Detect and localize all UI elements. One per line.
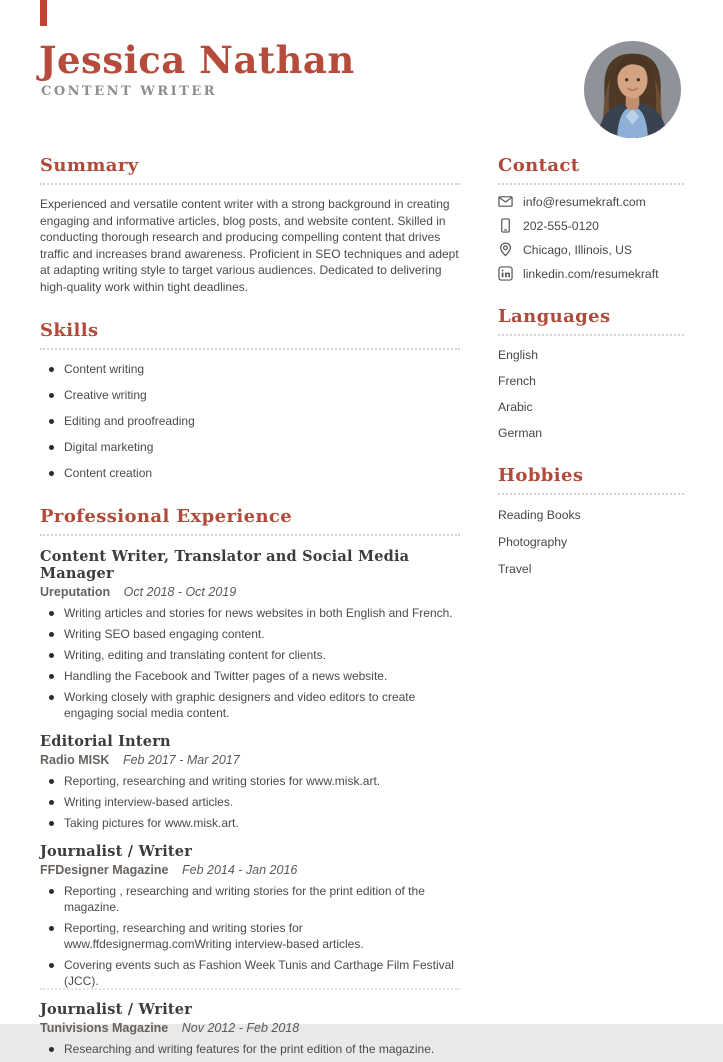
languages-list (498, 348, 684, 440)
job-bullet: Taking pictures for www.misk.art. (40, 815, 460, 831)
language-item: English (498, 348, 538, 362)
experience-section (40, 506, 460, 1057)
hobbies-section (498, 465, 684, 576)
contact-location-text: Chicago, Illinois, US (523, 243, 633, 257)
linkedin-icon (498, 266, 513, 281)
job-meta (40, 863, 460, 877)
job-bullet: Writing interview-based articles. (40, 794, 460, 810)
job-bullet: Working closely with graphic designers and video editors to create engaging social media content. (40, 689, 460, 721)
hobby-item: Photography (498, 535, 568, 549)
hobbies-heading: Hobbies (498, 465, 684, 495)
job-meta (40, 753, 460, 767)
right-column (498, 155, 684, 576)
left-column (40, 155, 460, 1062)
contact-linkedin-text: linkedin.com/resumekraft (523, 267, 659, 281)
job-bullet: Handling the Facebook and Twitter pages of a news website. (40, 668, 460, 684)
job-company: Ureputation (40, 585, 111, 599)
language-item: French (498, 374, 536, 388)
skills-section (40, 320, 460, 481)
job-bullet: Writing articles and stories for news websites in both English and French. (40, 605, 460, 621)
contact-linkedin-row[interactable] (498, 267, 684, 281)
languages-section (498, 306, 684, 440)
contact-phone-row (498, 219, 684, 233)
job-dates: Oct 2018 - Oct 2019 (123, 585, 237, 599)
job-entry (40, 843, 460, 989)
profile-photo (584, 41, 681, 138)
experience-heading: Professional Experience (40, 506, 460, 536)
job-entry (40, 548, 460, 721)
skills-list (40, 361, 460, 481)
contact-email-text: info@resumekraft.com (523, 195, 646, 209)
job-title: Journalist / Writer (40, 1001, 193, 1018)
job-title: Editorial Intern (40, 733, 171, 750)
contact-section (498, 155, 684, 281)
job-bullet-list (40, 1041, 460, 1057)
hobbies-list (498, 508, 684, 576)
skill-item: Editing and proofreading (40, 413, 460, 429)
job-bullet: Covering events such as Fashion Week Tunis and Carthage Film Festival (JCC). (40, 957, 460, 989)
page-top-accent-mark (40, 0, 47, 26)
hobby-item: Travel (498, 562, 532, 576)
contact-location-row (498, 243, 684, 257)
hobby-item: Reading Books (498, 508, 581, 522)
job-meta (40, 1021, 460, 1035)
skill-item: Digital marketing (40, 439, 460, 455)
person-name: Jessica Nathan (39, 38, 355, 82)
job-role-subtitle: CONTENT WRITER (41, 84, 218, 99)
location-icon (498, 242, 513, 257)
job-bullet-list (40, 773, 460, 831)
contact-phone-text: 202-555-0120 (523, 219, 599, 233)
contact-list (498, 195, 684, 281)
job-bullet: Reporting, researching and writing stories for www.misk.art. (40, 773, 460, 789)
skill-item: Content creation (40, 465, 460, 481)
job-company: Tunivisions Magazine (40, 1021, 169, 1035)
job-bullet: Researching and writing features for the print edition of the magazine. (40, 1041, 460, 1057)
skills-heading: Skills (40, 320, 460, 350)
contact-email-row[interactable] (498, 195, 684, 209)
job-dates: Nov 2012 - Feb 2018 (181, 1021, 300, 1035)
job-company: FFDesigner Magazine (40, 863, 169, 877)
job-dates: Feb 2017 - Mar 2017 (122, 753, 240, 767)
skill-item: Creative writing (40, 387, 460, 403)
job-dates: Feb 2014 - Jan 2016 (181, 863, 298, 877)
languages-heading: Languages (498, 306, 684, 336)
summary-text: Experienced and versatile content writer with a strong background in creating engaging and informative articles, blog posts, and website content. Skilled in conducting thorough research and producing compelling content that drives traffic and increases brand awareness. Proficient in SEO techniques and adept at adapting writing style to target various audiences. Dedicated to delivering high-quality work within tight deadlines. (40, 197, 459, 294)
job-company: Radio MISK (40, 753, 110, 767)
skill-item: Content writing (40, 361, 460, 377)
page-bottom-divider (40, 988, 460, 990)
job-bullet: Reporting , researching and writing stories for the print edition of the magazine. (40, 883, 460, 915)
summary-heading: Summary (40, 155, 460, 185)
language-item: German (498, 426, 543, 440)
job-bullet: Reporting, researching and writing stories for www.ffdesignermag.comWriting interview-based articles. (40, 920, 460, 952)
job-bullet-list (40, 883, 460, 989)
language-item: Arabic (498, 400, 533, 414)
contact-heading: Contact (498, 155, 684, 185)
job-title: Journalist / Writer (40, 843, 193, 860)
job-entry (40, 733, 460, 831)
job-bullet-list (40, 605, 460, 721)
job-entry (40, 1001, 460, 1057)
job-bullet: Writing SEO based engaging content. (40, 626, 460, 642)
profile-photo-illustration (584, 41, 681, 138)
job-meta (40, 585, 460, 599)
job-bullet: Writing, editing and translating content for clients. (40, 647, 460, 663)
phone-icon (498, 218, 513, 233)
job-title: Content Writer, Translator and Social Media Manager (40, 548, 410, 582)
summary-section (40, 155, 460, 295)
email-icon (498, 194, 513, 209)
